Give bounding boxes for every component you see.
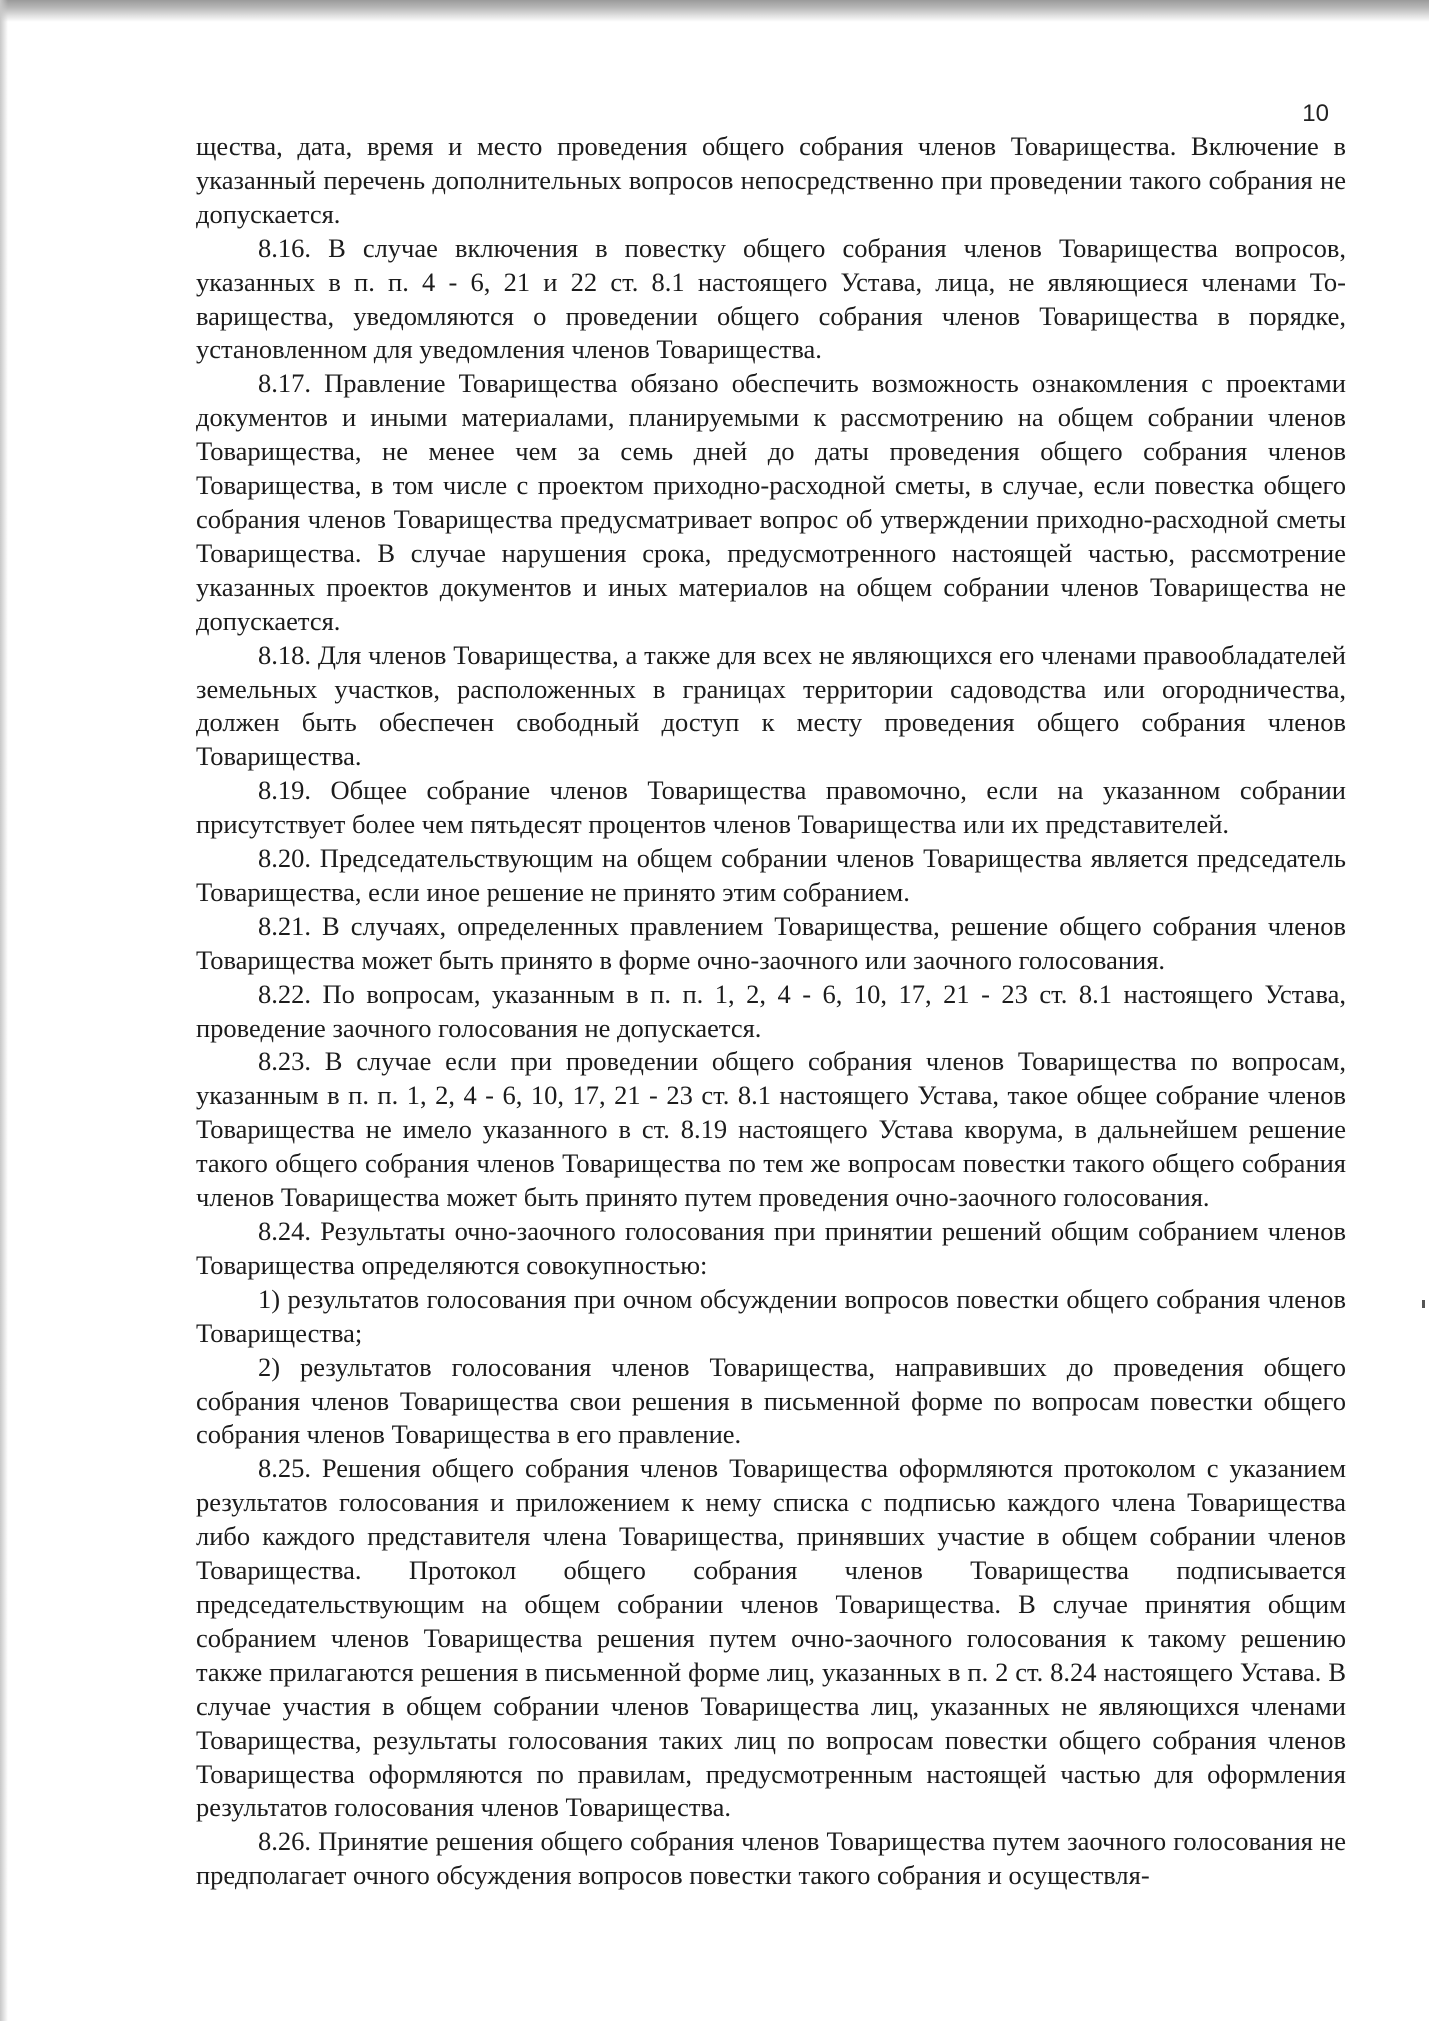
scan-top-edge: [0, 0, 1429, 22]
list-item-2: 2) результатов голосования членов Товарищества, направивших до проведения общего собрания членов Товарищества свои решения в письменной форме по вопросам повестки общего собрания членов Товарищества в его правление.: [196, 1351, 1346, 1450]
paragraph-8-24: 8.24. Результаты очно-заочного голосования при принятии решений общим собранием членов Товарищества определяются совокупностью:: [196, 1216, 1346, 1280]
paragraph-8-23: 8.23. В случае если при проведении общего собрания членов Товарищества по вопросам, указанным в п. п. 1, 2, 4 - 6, 10, 17, 21 - 23 ст. 8.1 настоящего Устава, такое общее собрание членов Товарищества не имело указанного в ст. 8.19 настоящего Устава кворума, в дальнейшем решение такого общего собрания членов Товарищества по тем же вопросам повестки такого общего собрания членов Товарищества может быть принято путем проведения очно-заочного голосования.: [196, 1046, 1346, 1213]
paragraph-8-22: 8.22. По вопросам, указанным в п. п. 1, 2, 4 - 6, 10, 17, 21 - 23 ст. 8.1 настоящего Устава, проведение заочного голосования не допускается.: [196, 978, 1346, 1043]
scan-left-edge: [0, 0, 8, 2021]
paragraph-8-26: 8.26. Принятие решения общего собрания членов Товарищества путем заочного голосования не предполагает очного обсуждения вопросов повестки такого собрания и осуществля-: [196, 1826, 1346, 1891]
paragraph-8-21: 8.21. В случаях, определенных правлением Товарищества, решение общего собрания членов Товарищества может быть принято в форме очно-заочного или заочного голосования.: [196, 910, 1346, 975]
body-text: [196, 130, 1346, 1893]
paragraph-8-17: 8.17. Правление Товарищества обязано обеспечить возможность ознакомления с проектами документов и иными материалами, планируемыми к рассмотрению на общем собрании членов Товарищества, не менее чем за семь дней до даты проведения общего собрания членов Товарищества, в том числе с проектом приходно-расходной сметы, в случае, если повестка общего собрания членов Товарищества предусматривает вопрос об утверждении приходно-расходной сметы Товарищества. В случае нарушения срока, предусмотренного настоящей частью, рассмотрение указанных проектов документов и иных материалов на общем собрании членов Товарищества не допускается.: [196, 368, 1346, 636]
paragraph-8-18: 8.18. Для членов Товарищества, а также для всех не являющихся его членами правообладателей земельных участков, расположенных в границах территории садоводства или огородничества, должен быть обеспечен свободный доступ к месту проведения общего собрания членов Товарищества.: [196, 639, 1346, 772]
paragraph-continuation: щества, дата, время и место проведения общего собрания членов Товарищества. Включение в указанный перечень дополнительных вопросов непосредственно при проведении такого собрания не допускается.: [196, 131, 1346, 229]
paragraph-8-19: 8.19. Общее собрание членов Товарищества правомочно, если на указанном собрании присутствует более чем пятьдесят процентов членов Товарищества или их представителей.: [196, 775, 1346, 840]
page-number: 10: [1302, 100, 1329, 127]
paragraph-8-25: 8.25. Решения общего собрания членов Товарищества оформляются протоколом с указанием результатов голосования и приложением к нему списка с подписью каждого члена Товарищества либо каждого представителя члена Товарищества, принявших участие в общем собрании членов Товарищества. Протокол общего собрания членов Товарищества подписывается председательствующим на общем собрании членов Товарищества. В случае принятия общим собранием членов Товарищества решения путем очно-заочного голосования к такому решению также прилагаются решения в письменной форме лиц, указанных в п. 2 ст. 8.24 настоящего Устава. В случае участия в общем собрании членов Товарищества лиц, указанных не являющихся членами Товарищества, результаты голосования таких лиц по вопросам повестки общего собрания членов Товарищества оформляются по правилам, предусмотренным настоящей частью для оформления результатов голосования членов Товарищества.: [196, 1453, 1346, 1823]
list-item-1: 1) результатов голосования при очном обсуждении вопросов повестки общего собрания членов Товарищества;: [196, 1283, 1346, 1348]
paragraph-8-16: 8.16. В случае включения в повестку общего собрания членов Товарищества вопросов, указанных в п. п. 4 - 6, 21 и 22 ст. 8.1 настоящего Устава, лица, не являющиеся членами Товарищества, уведомляются о проведении общего собрания членов Товарищества в порядке, установленном для уведомления членов Товарищества.: [196, 232, 1346, 365]
scan-margin-mark: [1422, 1300, 1425, 1308]
paragraph-8-20: 8.20. Председательствующим на общем собрании членов Товарищества является председатель Товарищества, если иное решение не принято этим собранием.: [196, 843, 1346, 907]
